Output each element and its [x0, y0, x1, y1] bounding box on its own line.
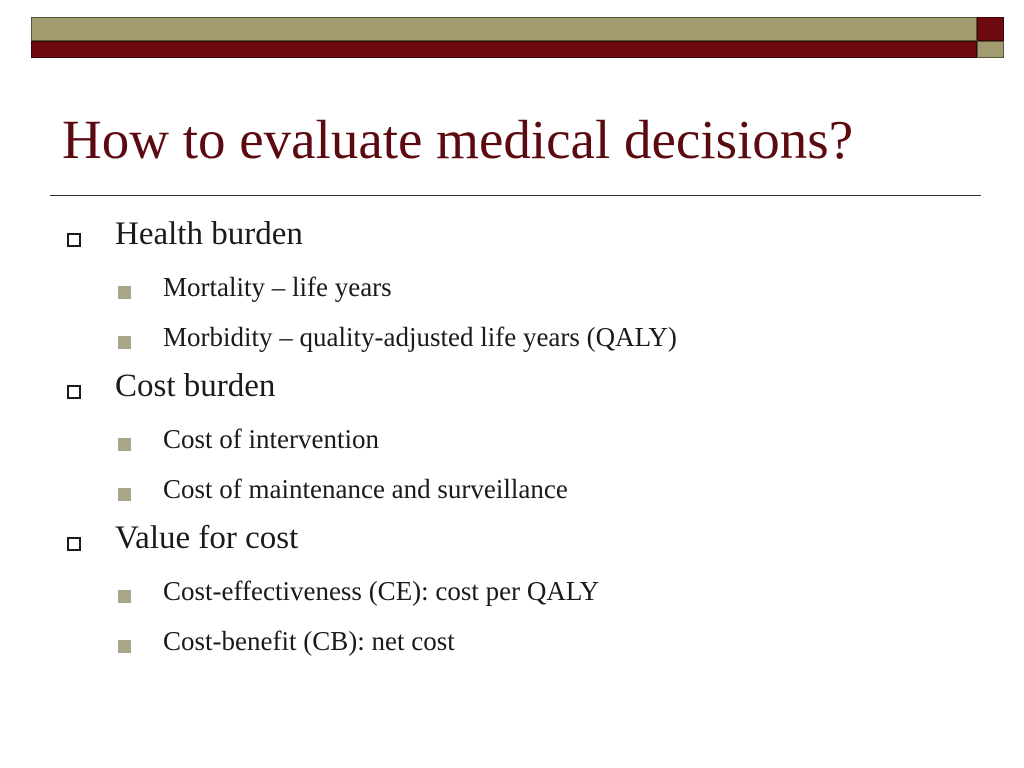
sub-bullet-text: Cost of maintenance and surveillance — [163, 474, 568, 504]
header-corner-red-square — [977, 17, 1004, 41]
filled-square-icon — [118, 488, 131, 501]
filled-square-icon — [118, 640, 131, 653]
bullet-cost-burden — [0, 365, 1024, 417]
header-banner-olive — [31, 17, 977, 41]
bullet-text: Value for cost — [115, 520, 299, 556]
sub-bullet-text: Morbidity – quality-adjusted life years (QALY) — [163, 322, 677, 352]
hollow-square-icon — [67, 385, 81, 399]
header-banner-red — [31, 41, 977, 58]
sub-bullet-text: Cost-effectiveness (CE): cost per QALY — [163, 576, 600, 606]
sub-bullet-text: Mortality – life years — [163, 272, 392, 302]
bullet-text: Health burden — [115, 216, 303, 252]
hollow-square-icon — [67, 233, 81, 247]
bullet-list — [0, 213, 1024, 669]
sub-bullet-cost-effectiveness — [0, 569, 1024, 619]
filled-square-icon — [118, 336, 131, 349]
sub-bullet-morbidity — [0, 315, 1024, 365]
sub-bullet-cost-of-intervention — [0, 417, 1024, 467]
filled-square-icon — [118, 438, 131, 451]
sub-bullet-cost-benefit — [0, 619, 1024, 669]
bullet-health-burden — [0, 213, 1024, 265]
filled-square-icon — [118, 286, 131, 299]
sub-bullet-mortality — [0, 265, 1024, 315]
sub-bullet-cost-of-maintenance — [0, 467, 1024, 517]
header-corner-olive-square — [977, 41, 1004, 58]
hollow-square-icon — [67, 537, 81, 551]
filled-square-icon — [118, 590, 131, 603]
sub-bullet-text: Cost of intervention — [163, 424, 379, 454]
title-divider — [50, 195, 981, 196]
bullet-text: Cost burden — [115, 368, 276, 404]
bullet-value-for-cost — [0, 517, 1024, 569]
slide-title: How to evaluate medical decisions? — [62, 109, 854, 170]
sub-bullet-text: Cost-benefit (CB): net cost — [163, 626, 455, 656]
